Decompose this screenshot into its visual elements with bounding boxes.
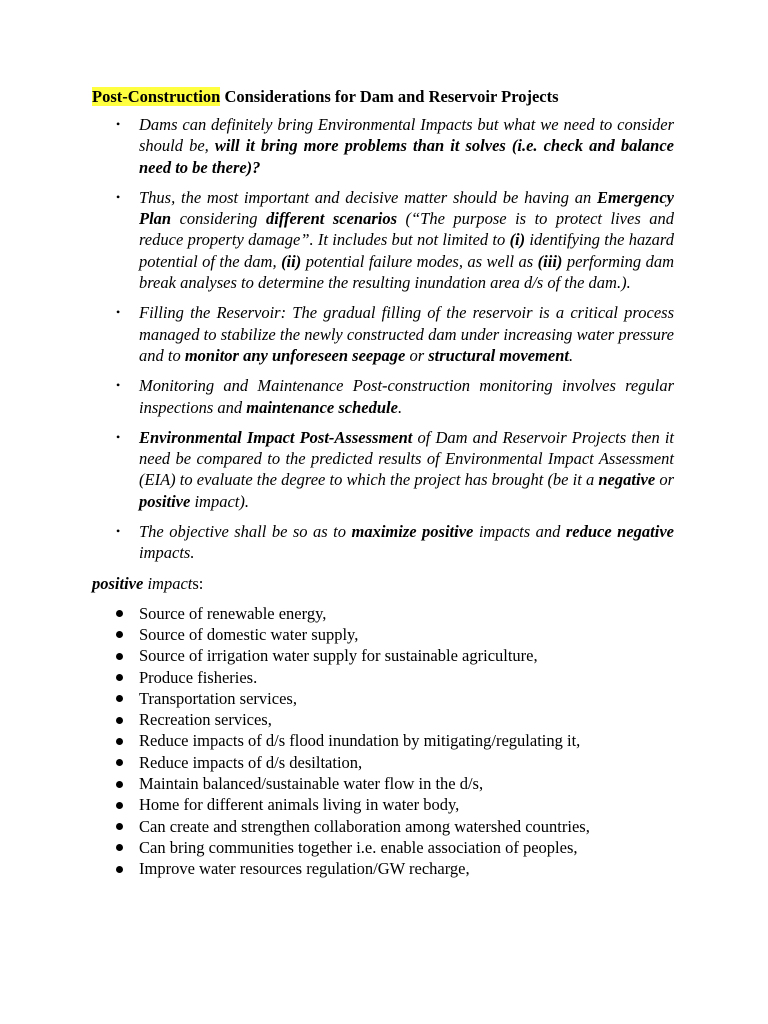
list-item: Transportation services,	[92, 688, 674, 709]
list-item: Reduce impacts of d/s desiltation,	[92, 752, 674, 773]
positive-impacts-heading: positive impacts:	[92, 573, 204, 593]
title-rest: Considerations for Dam and Reservoir Projects	[220, 87, 559, 106]
list-item: Recreation services,	[92, 709, 674, 730]
list-item: Reduce impacts of d/s flood inundation by mitigating/regulating it,	[92, 730, 674, 751]
bullet-icon	[116, 717, 123, 724]
bullet-icon	[116, 844, 123, 851]
bullet-icon: •	[116, 117, 121, 131]
bullet-icon: •	[116, 305, 121, 320]
list-item: Maintain balanced/sustainable water flow in the d/s,	[92, 773, 674, 794]
bullet-icon	[116, 631, 123, 638]
list-item: • Monitoring and Maintenance Post-construction monitoring involves regular inspections and maintenance schedule.	[116, 376, 674, 417]
list-item: Source of domestic water supply,	[92, 624, 674, 645]
list-item: Improve water resources regulation/GW recharge,	[92, 858, 674, 879]
bullet-icon: •	[116, 189, 121, 204]
list-item: • Thus, the most important and decisive matter should be having an Emergency Plan considering different scenarios (“The purpose is to protect lives and reduce property damage”. It includes but not limited to (i) identifying the hazard potential of the dam, (ii) potential failure modes, as well as (iii) performing dam break analyses to determine the resulting inundation area d/s of the dam.).	[116, 187, 675, 293]
positive-impacts-list	[92, 603, 674, 880]
list-item: • Dams can definitely bring Environmental Impacts but what we need to consider should be, will it bring more problems than it solves (i.e. check and balance need to be there)?	[116, 115, 674, 177]
page-title	[92, 86, 674, 108]
bullet-icon: •	[116, 378, 121, 393]
bullet-icon: •	[116, 429, 121, 444]
list-item: Source of irrigation water supply for sustainable agriculture,	[92, 645, 674, 666]
list-item: Can bring communities together i.e. enable association of peoples,	[92, 837, 674, 858]
list-item: Can create and strengthen collaboration among watershed countries,	[92, 816, 674, 837]
bullet-icon: •	[116, 524, 121, 539]
bullet-icon	[116, 674, 123, 681]
list-item: • Environmental Impact Post-Assessment of Dam and Reservoir Projects then it need be compared to the predicted results of Environmental Impact Assessment (EIA) to evaluate the degree to which the project has brought (be it a negative or positive impact).	[116, 427, 675, 511]
bullet-icon	[116, 866, 123, 873]
bullet-icon	[116, 823, 123, 830]
document-body	[92, 86, 674, 880]
list-item: • The objective shall be so as to maximize positive impacts and reduce negative impacts.	[116, 522, 675, 563]
bullet-icon	[116, 781, 123, 788]
list-item: Produce fisheries.	[92, 667, 674, 688]
title-highlight: Post-Construction	[92, 87, 221, 106]
bullet-icon	[116, 738, 123, 745]
bullet-icon	[116, 610, 123, 617]
list-item: • Filling the Reservoir: The gradual filling of the reservoir is a critical process managed to stabilize the newly constructed dam under increasing water pressure and to monitor any unforeseen seepage or structural movement.	[116, 303, 674, 365]
bullet-icon	[116, 759, 123, 766]
considerations-list	[92, 114, 674, 564]
bullet-icon	[116, 695, 123, 702]
bullet-icon	[116, 653, 123, 660]
list-item: Home for different animals living in water body,	[92, 794, 674, 815]
list-item: Source of renewable energy,	[92, 603, 674, 624]
bullet-icon	[116, 802, 123, 809]
